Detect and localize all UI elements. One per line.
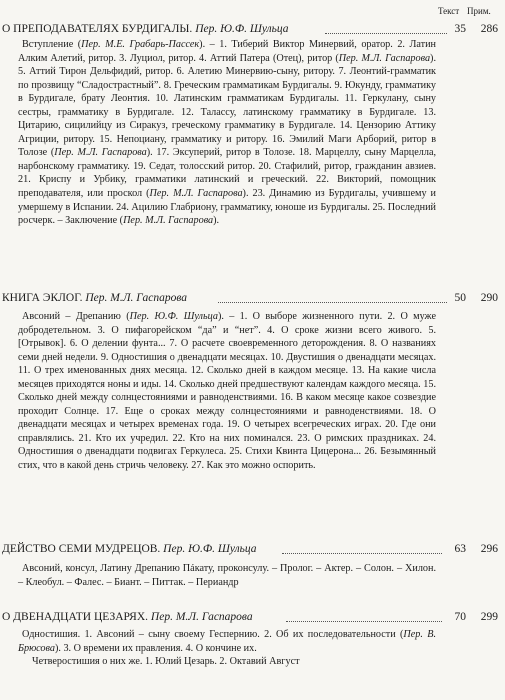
entry-translator: Пер. Ю.Ф. Шульца [163,543,257,555]
entry-contents: Авсоний – Дрепанию (Пер. Ю.Ф. Шульца). – 1. О выборе жизненного пути. 2. О муже добродетельном. 3. О пифагорейском “да” и “нет”. 4. О сроке жизни всего живого. 5. [Отрывок]. 6. О делении фунта... 7. О расчете своевременного деторождения. 8. О названиях семи дней недели. 9. Одностишия о двенадцати месяцах. 10. Двустишия о двенадцати месяцах. 11. О трех именованных днях месяца. 12. Сколько дней в каждом месяце. 13. На какие числа месяцев приходятся ноны и иды. 14. Сколько дней предшествуют календам каждого месяца. 15. Сколько дней между солнцестояниями и равноденствиями. 16. В каком месяце какое созвездие проходит Солнце. 17. Еще о сроках между солнцестояниями и равноденствиями. 18. О двенадцати месяцах и четырех временах года. 19. О четырех всегреческих играх. 20. Где они справлялись. 21. Кто их учредил. 22. Кто на них поминался. 23. О римских праздниках. 24. Одностишия о двенадцати подвигах Геркулеса. 25. Стихи Квинта Цицерона... 26. Безымянный стих, что в какой день стричь человеку. 27. Как это можно оспорить. [18,311,436,472]
entry-title: О ПРЕПОДАВАТЕЛЯХ БУРДИГАЛЫ. [2,23,193,35]
entry-translator: Пер. М.Л. Гаспарова [150,611,253,623]
notes-page-number: 286 [480,23,498,35]
entry-translator: Пер. Ю.Ф. Шульца [195,23,289,35]
entry-title: ДЕЙСТВО СЕМИ МУДРЕЦОВ. [2,543,161,555]
toc-entry [0,291,505,306]
toc-entry [0,22,505,37]
notes-page-number: 299 [480,611,498,623]
entry-contents: Одностишия. 1. Авсоний – сыну своему Геспернию. 2. Об их последовательности (Пер. В. Брюсова). 3. О времени их правления. 4. О кончине их. Четверостишия о них же. 1. Юлий Цезарь. 2. Октавий Август [18,629,436,668]
column-header-text: Текст [438,6,460,16]
entry-title: КНИГА ЭКЛОГ. [2,292,83,304]
notes-page-number: 296 [480,543,498,555]
text-page-number: 35 [454,23,466,35]
dot-leader [286,621,442,622]
entry-contents: Вступление (Пер. М.Е. Грабарь-Пассек). – 1. Тиберий Виктор Минервий, оратор. 2. Латин Алким Алетий, ритор. 3. Луциол, ритор. 4. Аттий Патера (Отец), ритор (Пер. М.Л. Гаспарова). 5. Аттий Тирон Дельфидий, ритор. 6. Алетию Минервию-сыну, ритору. 7. Леонтий-грамматик по прозвищу “Сладострастный”. 8. Греческим грамматикам Бурдигалы. 9. Юкунду, грамматику в Бурдигале, брату Леонтия. 10. Латинским грамматикам Бурдигалы. 11. Геркулану, сыну сестры, грамматику в Бурдигале. 12. Талассу, латинскому грамматику в Бурдигале. 13. Цитарию, сицилийцу из Сиракуз, греческому грамматику в Бурдигале. 14. Цензорию Аттику Агриции, ритору. 15. Непоциану, грамматику и ритору. 16. Эмилий Маги Арборий, ритор в Толозе (Пер. М.Л. Гаспарова). 17. Эксуперий, ритор в Толозе. 18. Марцеллу, сыну Марцелла, нарбонскому грамматику. 19. Седат, толосский ритор. 20. Стафилий, ритор, гражданин авзиев. 21. Криспу и Урбику, грамматики латинский и греческий. 22. Викторий, помощник преподавателя, или проскол (Пер. М.Л. Гаспарова). 23. Динамию из Бурдигалы, учившему и умершему в Испании. 24. Ацилию Глабриону, грамматику, юноше из Бурдигалы. 25. Последний росчерк. – Заключение (Пер. М.Л. Гаспарова). [18,39,437,227]
dot-leader [218,302,447,303]
toc-entry [0,610,505,625]
text-page-number: 70 [454,611,466,623]
text-page-number: 50 [454,292,466,304]
column-header-notes: Прим. [467,6,491,16]
dot-leader [325,33,447,34]
text-page-number: 63 [454,543,466,555]
notes-page-number: 290 [480,292,498,304]
entry-title: О ДВЕНАДЦАТИ ЦЕЗАРЯХ. [2,611,149,623]
dot-leader [282,553,442,554]
toc-entry [0,542,505,557]
entry-contents: Авсоний, консул, Латину Дрепанию Пáкату, проконсулу. – Пролог. – Актер. – Солон. – Хилон. – Клеобул. – Фалес. – Биант. – Питтак. – Периандр [18,563,436,588]
entry-translator: Пер. М.Л. Гаспарова [85,292,188,304]
